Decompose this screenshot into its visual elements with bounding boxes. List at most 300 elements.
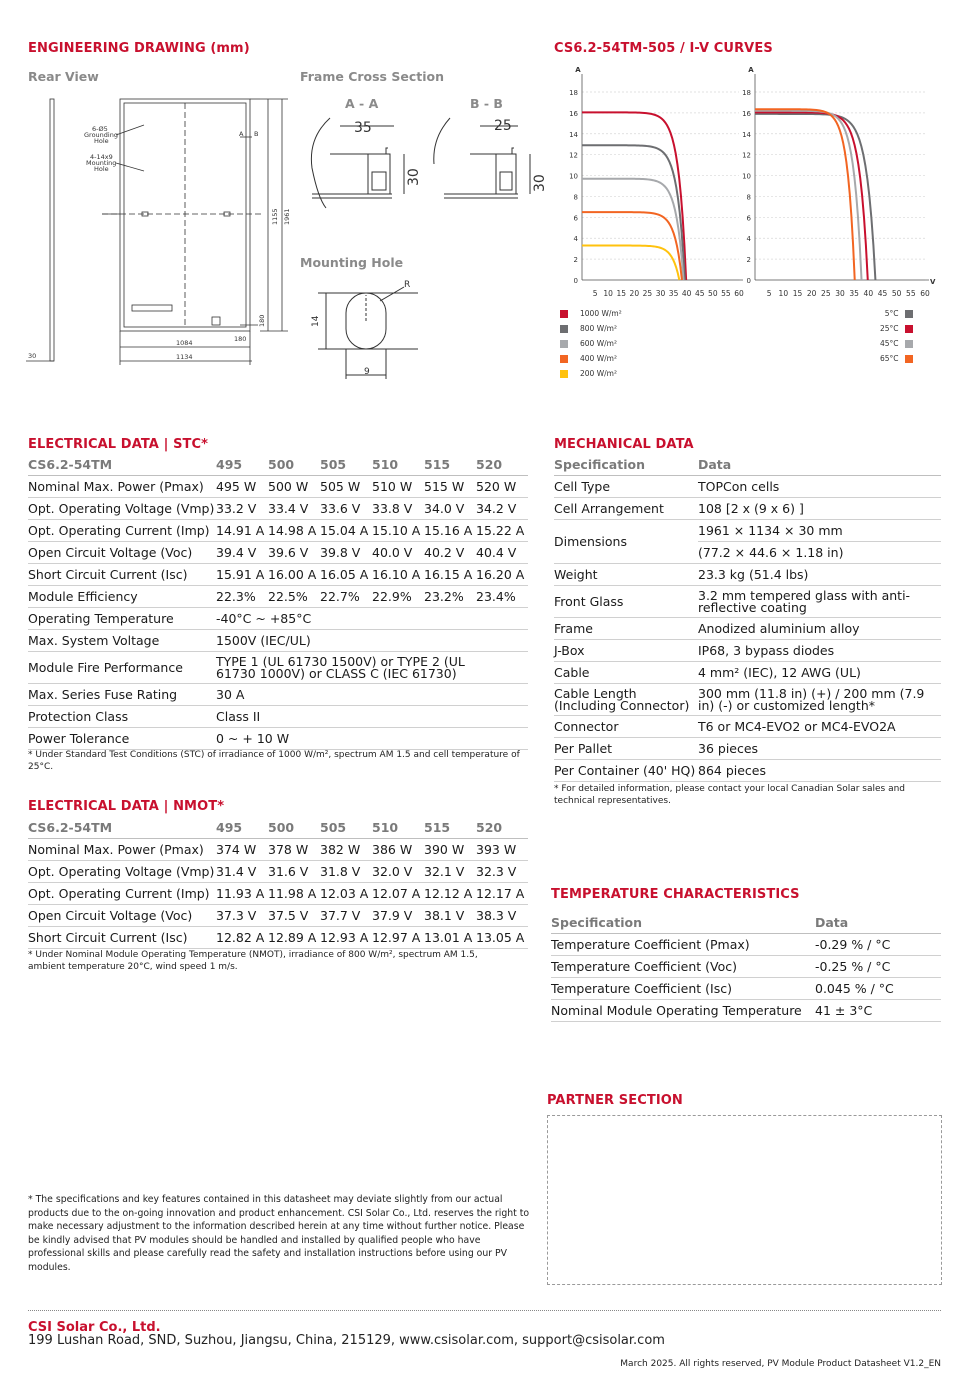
table-cell: 505 [320,455,372,476]
x-tick-label: 20 [629,289,640,298]
stc-note: * Under Standard Test Conditions (STC) of irradiance of 1000 W/m², spectrum AM 1.5 and cell temperature of 25°C. [28,750,520,772]
table-row [28,839,528,861]
table-row [554,760,941,782]
table-cell: CS6.2-54TM [28,818,216,839]
x-tick-label: 45 [694,289,705,298]
legend-swatch [560,340,568,348]
table-cell: 12.89 A [268,927,320,949]
table-cell: 14.91 A [216,520,268,542]
table-cell: Front Glass [554,586,698,618]
table-cell: 12.93 A [320,927,372,949]
iv-series-line [755,109,855,280]
legend-swatch [905,355,913,363]
y-tick-label: 14 [742,130,751,139]
table-cell: 31.6 V [268,861,320,883]
table-cell: 38.1 V [424,905,476,927]
table-cell: 37.7 V [320,905,372,927]
table-cell: 34.0 V [424,498,476,520]
grounding-hole-text: 6-Ø5 Grounding Hole [84,125,118,145]
x-tick-label: 50 [708,289,718,298]
table-cell: 378 W [268,839,320,861]
table-cell: 12.07 A [372,883,424,905]
y-tick-label: 10 [569,172,578,181]
iv-legend-irradiance [560,309,622,384]
table-row [28,905,528,927]
legend-label: 45°C [880,339,899,348]
legend-swatch [560,310,568,318]
y-axis-unit: A [748,66,754,74]
mh-radius: R [404,280,411,290]
table-row [28,706,528,728]
table-cell: Frame [554,618,698,640]
table-row [28,586,528,608]
table-row [554,476,941,498]
table-cell: Dimensions [554,520,698,564]
rear-view-label: Rear View [28,69,99,84]
table-cell: 495 [216,818,268,839]
mech-title: MECHANICAL DATA [554,437,694,452]
table-cell: 37.5 V [268,905,320,927]
table-cell: Temperature Coefficient (Pmax) [551,934,815,956]
legend-item [880,354,913,369]
legend-swatch [905,310,913,318]
table-row [28,630,528,652]
table-cell: 15.22 A [476,520,528,542]
y-tick-label: 6 [573,214,578,223]
table-row [554,520,941,542]
table-cell: 520 [476,818,528,839]
table-cell: 37.9 V [372,905,424,927]
table-cell: 515 [424,818,476,839]
partner-box [547,1115,942,1285]
table-row [551,956,941,978]
table-cell: 16.20 A [476,564,528,586]
y-tick-label: 0 [746,277,751,285]
table-cell: 38.3 V [476,905,528,927]
rear-view-drawing [26,95,301,370]
x-tick-label: 25 [821,289,831,298]
table-cell: 23.3 kg (51.4 lbs) [698,564,941,586]
temp-table [551,913,941,1022]
x-tick-label: 10 [778,289,789,298]
disclaimer: * The specifications and key features contained in this datasheet may deviate slightly from our actual products due to the on-going innovation and product enhancement. CSI Solar Co., Ltd. reserves the right to make necessary adjustment to the information described herein at any time without further notice. Please be kindly advised that PV modules should be handled and installed by qualified people who have professional skills and please carefully read the safety and installation instructions before using our PV modules. [28,1194,530,1273]
table-cell: TOPCon cells [698,476,941,498]
table-cell: 32.0 V [372,861,424,883]
table-cell: 505 [320,818,372,839]
table-cell: 13.05 A [476,927,528,949]
y-tick-label: 8 [573,193,578,202]
table-cell: 1961 × 1134 × 30 mm [698,520,941,542]
iv-series-line [582,246,679,280]
table-row [28,652,528,684]
legend-swatch [905,340,913,348]
table-cell: 12.12 A [424,883,476,905]
y-tick-label: 14 [569,130,578,139]
table-cell: Class II [216,706,528,728]
table-cell: 393 W [476,839,528,861]
table-cell: 40.0 V [372,542,424,564]
table-cell: Weight [554,564,698,586]
table-cell: 22.7% [320,586,372,608]
table-cell: 33.4 V [268,498,320,520]
table-cell: 12.97 A [372,927,424,949]
mech-table [554,455,941,782]
table-cell: 22.5% [268,586,320,608]
table-row [28,883,528,905]
iv-curves-chart [550,62,945,307]
x-tick-label: 5 [592,289,598,298]
table-header-row [554,455,941,476]
table-cell: 11.98 A [268,883,320,905]
y-tick-label: 0 [573,277,578,285]
table-cell: 37.3 V [216,905,268,927]
x-tick-label: 55 [721,289,731,298]
mounting-hole-text: 4-14x9 Mounting Hole [86,153,117,173]
temp-title: TEMPERATURE CHARACTERISTICS [551,887,800,902]
table-cell: Protection Class [28,706,216,728]
legend-label: 5°C [884,309,899,318]
y-tick-label: 18 [742,89,751,97]
table-row [554,716,941,738]
table-cell: 39.6 V [268,542,320,564]
legend-item [880,324,913,339]
table-cell: 15.10 A [372,520,424,542]
table-cell: Max. Series Fuse Rating [28,684,216,706]
legend-item [560,339,622,354]
iv-legend-temperature [880,309,913,369]
table-cell: Open Circuit Voltage (Voc) [28,905,216,927]
table-cell: 16.10 A [372,564,424,586]
table-cell: 15.04 A [320,520,372,542]
table-row [28,608,528,630]
x-tick-label: 10 [603,289,613,298]
table-cell: Cable Length (Including Connector) [554,684,698,716]
table-header-row [28,455,528,476]
table-cell: 510 W [372,476,424,498]
dim-1961: 1961 [283,208,291,225]
table-cell: Temperature Coefficient (Isc) [551,978,815,1000]
table-cell: Nominal Max. Power (Pmax) [28,476,216,498]
legend-label: 800 W/m² [580,324,617,333]
table-cell: Data [815,913,941,934]
footer-address: 199 Lushan Road, SND, Suzhou, Jiangsu, China, 215129, www.csisolar.com, support@csisolar.com [28,1333,665,1348]
table-row [28,476,528,498]
y-tick-label: 6 [746,214,751,223]
table-cell: 16.05 A [320,564,372,586]
table-cell: 300 mm (11.8 in) (+) / 200 mm (7.9 in) (-) or customized length* [698,684,941,716]
table-cell: Cable [554,662,698,684]
table-cell: Cell Arrangement [554,498,698,520]
legend-item [880,339,913,354]
table-cell: 22.3% [216,586,268,608]
table-row [551,1000,941,1022]
dim-1155: 1155 [271,208,279,225]
dim-180b: 180 [258,314,266,327]
table-row [554,564,941,586]
table-cell: 1500V (IEC/UL) [216,630,528,652]
engineering-title: ENGINEERING DRAWING (mm) [28,41,250,56]
table-cell: Open Circuit Voltage (Voc) [28,542,216,564]
table-cell: IP68, 3 bypass diodes [698,640,941,662]
table-cell: Power Tolerance [28,728,216,750]
legend-item [560,369,622,384]
table-cell: 505 W [320,476,372,498]
aa-label: A - A [345,96,379,111]
table-cell: J-Box [554,640,698,662]
iv-series-line [582,179,684,280]
table-row [554,586,941,618]
x-tick-label: 60 [734,289,744,298]
table-cell: Nominal Max. Power (Pmax) [28,839,216,861]
side-frame [50,99,54,361]
table-cell: 0 ~ + 10 W [216,728,528,750]
legend-item [560,309,622,324]
x-tick-label: 40 [863,289,874,298]
mounting-hole-label: Mounting Hole [300,255,404,270]
table-row [28,498,528,520]
table-cell: 0.045 % / °C [815,978,941,1000]
table-cell: Short Circuit Current (Isc) [28,927,216,949]
table-cell: 14.98 A [268,520,320,542]
table-cell: Module Efficiency [28,586,216,608]
table-cell: Module Fire Performance [28,652,216,684]
table-cell: 33.8 V [372,498,424,520]
table-cell: 39.8 V [320,542,372,564]
table-cell: 33.2 V [216,498,268,520]
table-cell: 32.3 V [476,861,528,883]
table-cell: 31.8 V [320,861,372,883]
nmot-table [28,818,528,949]
mh-14: 14 [311,315,321,327]
x-tick-label: 15 [792,289,803,298]
table-cell: 386 W [372,839,424,861]
table-cell: Temperature Coefficient (Voc) [551,956,815,978]
x-tick-label: 35 [668,289,679,298]
legend-label: 200 W/m² [580,369,617,378]
table-cell: 374 W [216,839,268,861]
table-cell: 30 A [216,684,528,706]
table-cell: TYPE 1 (UL 61730 1500V) or TYPE 2 (UL 61730 1000V) or CLASS C (IEC 61730) [216,652,528,684]
table-cell: Anodized aluminium alloy [698,618,941,640]
table-cell: Opt. Operating Voltage (Vmp) [28,498,216,520]
table-cell: Data [698,455,941,476]
dim-1084: 1084 [176,339,193,347]
dim-aa-30: 30 [406,168,422,186]
table-cell: 23.4% [476,586,528,608]
table-row [554,684,941,716]
y-tick-label: 10 [742,172,751,181]
bb-label: B - B [470,96,503,111]
mh-9: 9 [364,367,370,377]
x-tick-label: 35 [849,289,859,298]
legend-label: 25°C [880,324,899,333]
x-tick-label: 50 [891,289,902,298]
table-cell: 11.93 A [216,883,268,905]
a-mark: A [239,130,244,138]
x-tick-label: 15 [616,289,627,298]
table-cell: 864 pieces [698,760,941,782]
table-cell: 4 mm² (IEC), 12 AWG (UL) [698,662,941,684]
table-row [554,640,941,662]
table-cell: Specification [551,913,815,934]
table-row [28,728,528,750]
table-cell: 520 W [476,476,528,498]
table-cell: -40°C ~ +85°C [216,608,528,630]
table-row [551,934,941,956]
table-row [554,662,941,684]
table-cell: 390 W [424,839,476,861]
legend-swatch [560,355,568,363]
x-tick-label: 40 [681,289,692,298]
table-row [554,498,941,520]
iv-title: CS6.2-54TM-505 / I-V CURVES [554,41,773,56]
table-cell: T6 or MC4-EVO2 or MC4-EVO2A [698,716,941,738]
table-cell: Short Circuit Current (Isc) [28,564,216,586]
table-row [554,738,941,760]
dim-aa-35: 35 [354,120,372,136]
table-cell: 12.17 A [476,883,528,905]
dim-bb-25: 25 [494,118,512,134]
table-cell: Connector [554,716,698,738]
table-cell: 33.6 V [320,498,372,520]
nmot-note: * Under Nominal Module Operating Temperature (NMOT), irradiance of 800 W/m², spectrum AM 1.5, ambient temperature 20°C, wind speed 1 m/s. [28,950,478,972]
x-axis-unit: V [930,278,936,286]
table-cell: Per Pallet [554,738,698,760]
table-row [28,564,528,586]
table-header-row [551,913,941,934]
table-cell: 500 [268,455,320,476]
table-cell: 23.2% [424,586,476,608]
stc-title: ELECTRICAL DATA | STC* [28,437,209,452]
table-cell: 500 [268,818,320,839]
table-cell: 31.4 V [216,861,268,883]
legend-label: 65°C [880,354,899,363]
frame-cross-section-drawing [300,108,555,218]
legend-item [880,309,913,324]
table-cell: Cell Type [554,476,698,498]
table-cell: 34.2 V [476,498,528,520]
y-tick-label: 16 [742,109,751,118]
table-cell: Opt. Operating Voltage (Vmp) [28,861,216,883]
x-tick-label: 45 [877,289,888,298]
y-tick-label: 16 [569,109,578,118]
table-cell: 22.9% [372,586,424,608]
x-tick-label: 20 [806,289,817,298]
footer-divider [28,1310,941,1311]
mech-note: * For detailed information, please contact your local Canadian Solar sales and technical representatives. [554,784,906,806]
table-cell: 40.4 V [476,542,528,564]
legend-item [560,354,622,369]
table-cell: Operating Temperature [28,608,216,630]
legend-label: 600 W/m² [580,339,617,348]
b-mark: B [254,130,259,138]
legend-label: 400 W/m² [580,354,617,363]
table-cell: 15.16 A [424,520,476,542]
table-cell: 32.1 V [424,861,476,883]
table-cell: Specification [554,455,698,476]
table-cell: -0.29 % / °C [815,934,941,956]
table-cell: 520 [476,455,528,476]
table-cell: 16.15 A [424,564,476,586]
table-cell: 41 ± 3°C [815,1000,941,1022]
x-tick-label: 5 [766,289,772,298]
table-cell: 515 [424,455,476,476]
y-axis-unit: A [575,66,581,74]
table-cell: 510 [372,455,424,476]
table-cell: 13.01 A [424,927,476,949]
table-cell: CS6.2-54TM [28,455,216,476]
legend-item [560,324,622,339]
table-cell: 382 W [320,839,372,861]
y-tick-label: 12 [569,151,578,160]
footer-date: March 2025. All rights reserved, PV Module Product Datasheet V1.2_EN [620,1359,941,1369]
y-tick-label: 2 [573,256,578,265]
mounting-hole-drawing [300,275,420,385]
table-header-row [28,818,528,839]
table-cell: 39.4 V [216,542,268,564]
dim-180a: 180 [234,335,247,343]
x-tick-label: 55 [906,289,916,298]
table-cell: -0.25 % / °C [815,956,941,978]
iv-series-line [755,111,862,280]
table-row [28,927,528,949]
nmot-title: ELECTRICAL DATA | NMOT* [28,799,225,814]
table-cell: Max. System Voltage [28,630,216,652]
y-tick-label: 2 [746,256,751,265]
table-cell: 36 pieces [698,738,941,760]
table-cell: 495 [216,455,268,476]
table-row [28,684,528,706]
y-tick-label: 8 [746,193,751,202]
table-cell: Per Container (40' HQ) [554,760,698,782]
table-cell: 3.2 mm tempered glass with anti-reflective coating [698,586,941,618]
x-tick-label: 25 [642,289,653,298]
legend-swatch [905,325,913,333]
y-tick-label: 12 [742,151,751,160]
table-cell: 500 W [268,476,320,498]
table-cell: 108 [2 x (9 x 6) ] [698,498,941,520]
table-row [28,520,528,542]
dim-bb-30: 30 [532,174,548,192]
table-cell: Opt. Operating Current (Imp) [28,883,216,905]
legend-swatch [560,370,568,378]
table-cell: Opt. Operating Current (Imp) [28,520,216,542]
table-row [551,978,941,1000]
table-cell: Nominal Module Operating Temperature [551,1000,815,1022]
frame-cross-label: Frame Cross Section [300,69,444,84]
table-cell: (77.2 × 44.6 × 1.18 in) [698,542,941,564]
partner-title: PARTNER SECTION [547,1093,683,1108]
stc-table [28,455,528,750]
dim-30-side: 30 [28,352,37,360]
legend-swatch [560,325,568,333]
y-tick-label: 18 [569,89,578,97]
footer-company: CSI Solar Co., Ltd. [28,1320,161,1335]
x-tick-label: 30 [655,289,666,298]
dim-1134: 1134 [176,353,193,361]
y-tick-label: 4 [746,235,751,244]
table-row [28,542,528,564]
x-tick-label: 60 [920,289,930,298]
legend-label: 1000 W/m² [580,309,622,318]
x-tick-label: 30 [835,289,845,298]
table-cell: 515 W [424,476,476,498]
table-cell: 15.91 A [216,564,268,586]
table-row [28,861,528,883]
y-tick-label: 4 [573,235,578,244]
table-cell: 40.2 V [424,542,476,564]
table-cell: 12.82 A [216,927,268,949]
